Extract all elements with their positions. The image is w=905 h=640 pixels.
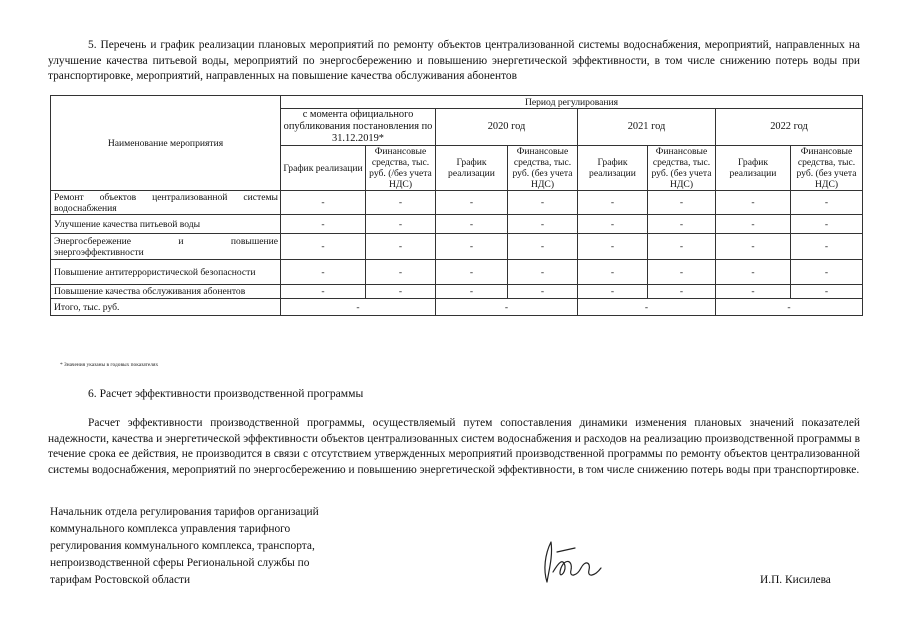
table-cell: - (281, 260, 366, 285)
table-cell: - (716, 285, 791, 299)
sub-header: График реализации (436, 146, 508, 191)
row-name: Повышение качества обслуживания абонентов (51, 285, 281, 299)
table-cell: - (578, 234, 648, 260)
table-cell: - (366, 191, 436, 215)
table-row (51, 285, 863, 299)
period-group-header: 2020 год (436, 109, 578, 146)
table-header-row (51, 96, 863, 109)
signer-position (50, 504, 370, 589)
table-row (51, 260, 863, 285)
period-group-header: 2021 год (578, 109, 716, 146)
table-cell: - (436, 285, 508, 299)
table-cell: - (281, 191, 366, 215)
table-cell: - (791, 191, 863, 215)
table-cell: - (716, 234, 791, 260)
table-row (51, 191, 863, 215)
sub-header: График реализации (281, 146, 366, 191)
signer-position-line: регулирования коммунального комплекса, транспорта, (50, 540, 315, 552)
table-cell: - (366, 234, 436, 260)
table-cell: - (281, 285, 366, 299)
table-cell: - (578, 285, 648, 299)
table-cell: - (508, 285, 578, 299)
period-header: Период регулирования (281, 96, 863, 109)
signer-position-line: тарифам Ростовской области (50, 574, 191, 586)
table-row (51, 215, 863, 234)
table-footnote: * Значения указаны в годовых показателях (60, 362, 159, 368)
total-cell: - (716, 299, 863, 316)
table-cell: - (578, 260, 648, 285)
row-name: Ремонт объектов централизованной системы водоснабжения (51, 191, 281, 215)
sub-header: Финансовые средства, тыс. руб. (без учета НДС) (508, 146, 578, 191)
sub-header: Финансовые средства, тыс. руб. (без учета НДС) (791, 146, 863, 191)
sub-header: Финансовые средства, тыс. руб. (/без учета НДС) (366, 146, 436, 191)
total-cell: - (281, 299, 436, 316)
table-cell: - (366, 215, 436, 234)
table-cell: - (791, 234, 863, 260)
table-cell: - (366, 285, 436, 299)
measures-table (50, 95, 863, 316)
table-cell: - (648, 191, 716, 215)
row-name: Энергосбережение и повышение энергоэффективности (51, 234, 281, 260)
table-cell: - (436, 260, 508, 285)
table-cell: - (508, 234, 578, 260)
signer-name: И.П. Кисилева (760, 574, 831, 586)
table-cell: - (508, 191, 578, 215)
table-cell: - (366, 260, 436, 285)
table-cell: - (508, 215, 578, 234)
table-cell: - (508, 260, 578, 285)
table-cell: - (578, 191, 648, 215)
row-name: Повышение антитеррористической безопасности (51, 260, 281, 285)
total-cell: - (578, 299, 716, 316)
table-cell: - (791, 260, 863, 285)
sub-header: График реализации (578, 146, 648, 191)
total-label: Итого, тыс. руб. (51, 299, 281, 316)
table-cell: - (436, 191, 508, 215)
table-cell: - (648, 285, 716, 299)
table-cell: - (716, 191, 791, 215)
table-cell: - (716, 215, 791, 234)
table-cell: - (436, 215, 508, 234)
sub-header: График реализации (716, 146, 791, 191)
table-cell: - (281, 234, 366, 260)
handwritten-signature (535, 532, 615, 590)
section-6-heading: 6. Расчет эффективности производственной программы (88, 387, 364, 400)
table-cell: - (436, 234, 508, 260)
table-cell: - (791, 215, 863, 234)
table-cell: - (648, 215, 716, 234)
table-cell: - (648, 234, 716, 260)
sub-header: Финансовые средства, тыс. руб. (без учета НДС) (648, 146, 716, 191)
period-group-header: с момента официального опубликования постановления по 31.12.2019* (281, 109, 436, 146)
table-cell: - (281, 215, 366, 234)
table-total-row (51, 299, 863, 316)
signer-position-line: коммунального комплекса управления тарифного (50, 523, 291, 535)
total-cell: - (436, 299, 578, 316)
signer-position-line: непроизводственной сферы Региональной службы по (50, 557, 310, 569)
table-cell: - (578, 215, 648, 234)
section-6-paragraph: Расчет эффективности производственной программы, осуществляемый путем сопоставления динамики изменения плановых значений показателей надежности, качества и энергетической эффективности объектов централизованных систем водоснабжения и расходов на реализацию производственной программы в течение срока ее действия, не производится в связи с отсутствием утвержденных мероприятий производственной программы по ремонту объектов централизованной системы водоснабжения, мероприятий по энергосбережению и повышению энергетической эффективности, в том числе снижению потерь воды при транспортировке. (48, 417, 860, 476)
table-cell: - (791, 285, 863, 299)
table-cell: - (648, 260, 716, 285)
col-header-name: Наименование мероприятия (51, 96, 281, 191)
section-5-paragraph: 5. Перечень и график реализации плановых мероприятий по ремонту объектов централизованной системы водоснабжения, мероприятий, направленных на улучшение качества питьевой воды, мероприятий по энергосбережению и повышению энергетической эффективности, в том числе снижению потерь воды при транспортировке, мероприятий, направленных на повышение качества обслуживания абонентов (48, 39, 860, 83)
signer-position-line: Начальник отдела регулирования тарифов организаций (50, 506, 319, 518)
table-cell: - (716, 260, 791, 285)
row-name: Улучшение качества питьевой воды (51, 215, 281, 234)
period-group-header: 2022 год (716, 109, 863, 146)
table-row (51, 234, 863, 260)
